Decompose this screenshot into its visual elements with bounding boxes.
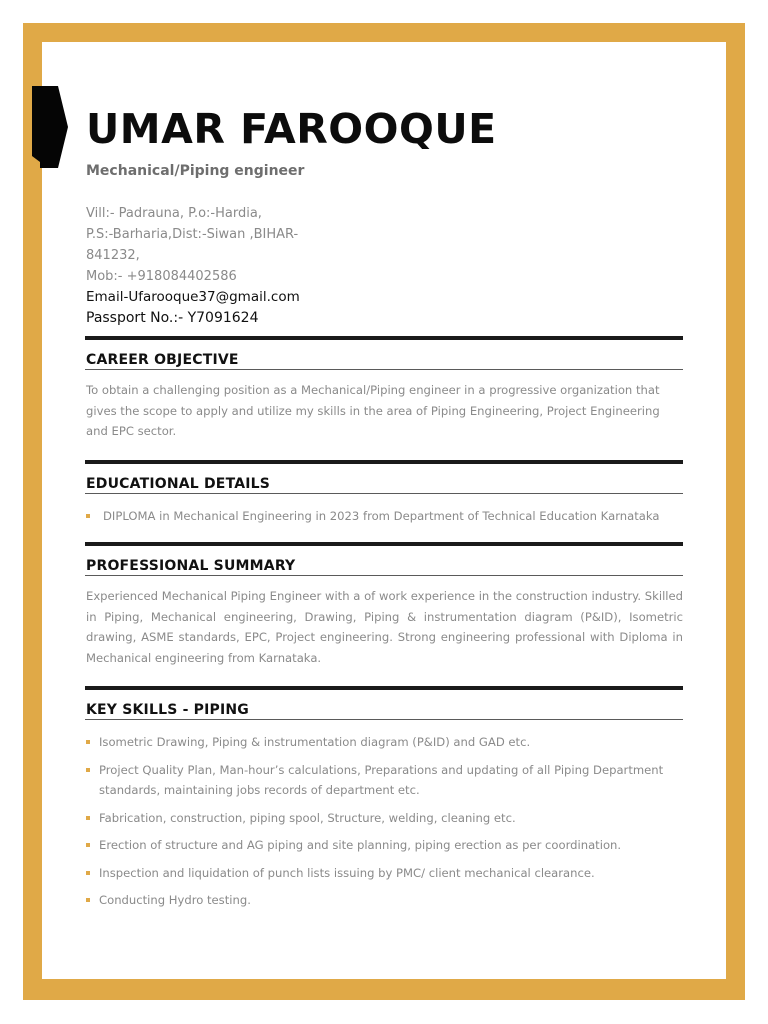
list-item <box>85 890 683 911</box>
address-line: P.S:-Barharia,Dist:-Siwan ,BIHAR- <box>86 227 299 242</box>
contact-block <box>86 203 316 329</box>
list-item <box>85 835 683 856</box>
career-objective-section <box>85 336 683 442</box>
skill-item-text: Inspection and liquidation of punch lists issuing by PMC/ client mechanical clearance. <box>99 865 595 880</box>
page-border <box>23 23 745 1000</box>
bullet-square-icon <box>86 816 90 820</box>
list-item <box>85 732 683 753</box>
career-objective-text: To obtain a challenging position as a Mechanical/Piping engineer in a progressive organization that gives the scope to apply and utilize my skills in the area of Piping Engineering, Project Engineering and EPC sector. <box>86 383 660 438</box>
list-item <box>85 506 683 527</box>
key-skills-section <box>85 686 683 918</box>
bullet-square-icon <box>86 898 90 902</box>
bullet-square-icon <box>86 871 90 875</box>
education-list <box>85 494 683 527</box>
list-item <box>85 863 683 884</box>
professional-summary-section <box>85 542 683 668</box>
candidate-name: UMAR FAROOQUE <box>86 105 497 153</box>
bullet-square-icon <box>86 843 90 847</box>
bullet-square-icon <box>86 768 90 772</box>
skill-item-text: Project Quality Plan, Man-hour’s calculations, Preparations and updating of all Piping Department standards, maintaining jobs records of department etc. <box>99 762 664 797</box>
skill-item-text: Erection of structure and AG piping and site planning, piping erection as per coordination. <box>99 838 622 852</box>
education-item-text: DIPLOMA in Mechanical Engineering in 2023 from Department of Technical Education Karnataka <box>103 509 660 523</box>
resume-page <box>42 42 726 979</box>
professional-summary-title: PROFESSIONAL SUMMARY <box>85 546 683 576</box>
list-item <box>85 760 683 801</box>
address-line: Vill:- Padrauna, P.o:-Hardia, <box>86 206 262 221</box>
address-line: 841232, <box>86 248 140 263</box>
skill-item-text: Isometric Drawing, Piping & instrumentation diagram (P&ID) and GAD etc. <box>99 735 531 749</box>
key-skills-title: KEY SKILLS - PIPING <box>85 690 683 720</box>
professional-summary-text: Experienced Mechanical Piping Engineer with a of work experience in the construction industry. Skilled in Piping, Mechanical engineering, Drawing, Piping & instrumentation diagram (P&ID), Isometric drawing, ASME standards, EPC, Project engineering. Strong engineering professional with Diploma in Mechanical engineering from Karnataka. <box>86 589 683 665</box>
header-tab-decoration <box>32 86 68 168</box>
bullet-square-icon <box>86 514 90 518</box>
mobile-number: Mob:- +918084402586 <box>86 269 237 284</box>
education-section <box>85 460 683 534</box>
education-title: EDUCATIONAL DETAILS <box>85 464 683 494</box>
email-address: Email-Ufarooque37@gmail.com <box>86 289 300 305</box>
skill-item-text: Fabrication, construction, piping spool, Structure, welding, cleaning etc. <box>99 810 516 825</box>
passport-number: Passport No.:- Y7091624 <box>86 310 259 326</box>
candidate-role: Mechanical/Piping engineer <box>86 163 305 179</box>
bullet-square-icon <box>86 740 90 744</box>
list-item <box>85 808 683 829</box>
career-objective-title: CAREER OBJECTIVE <box>85 340 683 370</box>
key-skills-list <box>85 720 683 911</box>
skill-item-text: Conducting Hydro testing. <box>99 893 251 907</box>
